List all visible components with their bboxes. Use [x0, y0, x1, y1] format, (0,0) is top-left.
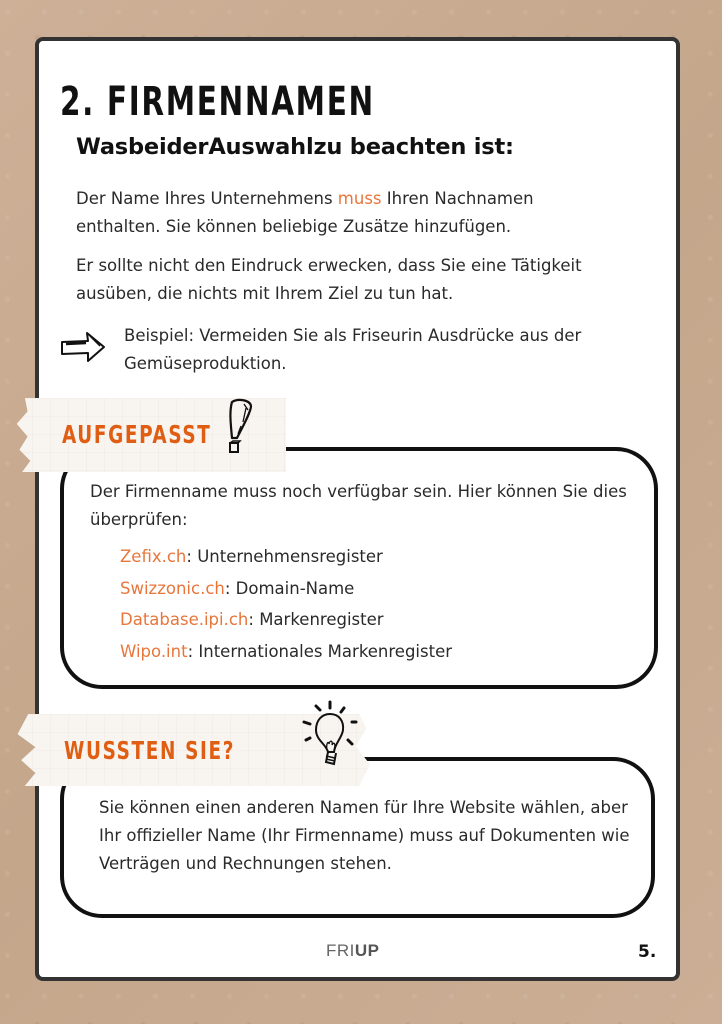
- registry-item-swizzonic: [120, 573, 452, 605]
- registry-item-zefix: [120, 541, 452, 573]
- exclamation-icon: [220, 398, 256, 456]
- friup-logo: [326, 941, 380, 961]
- aufgepasst-intro: Der Firmenname muss noch verfügbar sein. Hier können Sie dies überprüfen:: [90, 482, 627, 529]
- paragraph-text: Der Name Ihres Unternehmens: [76, 189, 338, 208]
- registry-description: : Internationales Markenregister: [187, 641, 453, 661]
- paragraph-text: Ihren Nachnamen enthalten. Sie können beliebige Zusätze hinzufügen.: [76, 189, 534, 236]
- registry-description: : Unternehmensregister: [186, 547, 383, 566]
- logo-text-light: FRI: [326, 941, 355, 960]
- link-zefix[interactable]: Zefix.ch: [120, 547, 187, 566]
- lightbulb-icon: [292, 700, 366, 774]
- logo-text-bold: UP: [354, 941, 380, 960]
- page-number: 5.: [638, 942, 657, 962]
- page-title: 2. FIRMENNAMEN: [60, 79, 375, 125]
- highlight-muss: muss: [337, 189, 382, 208]
- example-text: Beispiel: Vermeiden Sie als Friseurin Ausdrücke aus der Gemüseproduktion.: [124, 326, 582, 373]
- registry-item-wipo: [120, 636, 452, 668]
- wussten-label: WUSSTEN SIE?: [64, 736, 236, 765]
- registry-item-ipi: [120, 604, 452, 636]
- link-database-ipi[interactable]: Database.ipi.ch: [120, 610, 249, 629]
- aufgepasst-label: AUFGEPASST: [62, 420, 212, 449]
- link-wipo[interactable]: Wipo.int: [120, 641, 188, 661]
- arrow-right-icon: [60, 330, 108, 364]
- paragraph-name-requirement: [76, 185, 596, 241]
- registry-link-list: [120, 541, 452, 667]
- registry-description: : Domain-Name: [224, 578, 355, 598]
- paragraph-activity: Er sollte nicht den Eindruck erwecken, dass Sie eine Tätigkeit ausüben, die nichts mit Ihrem Ziel zu tun hat.: [76, 256, 582, 303]
- page-subtitle: WasbeiderAuswahlzu beachten ist:: [76, 134, 514, 160]
- link-swizzonic[interactable]: Swizzonic.ch: [120, 578, 225, 598]
- registry-description: : Markenregister: [248, 610, 384, 629]
- wussten-text: Sie können einen anderen Namen für Ihre Website wählen, aber Ihr offizieller Name (Ihr Firmenname) muss auf Dokumenten wie Verträgen und Rechnungen stehen.: [99, 798, 630, 873]
